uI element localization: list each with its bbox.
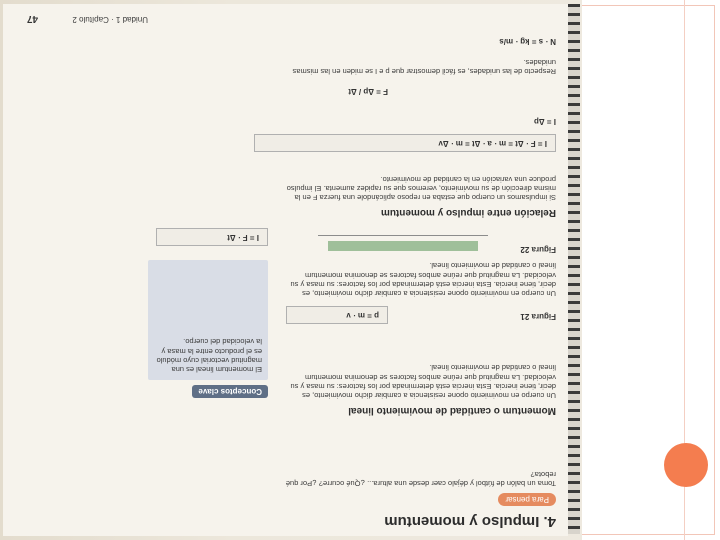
running-head: Unidad 1 · Capítulo 2 — [72, 15, 148, 24]
section1-text-2: Un cuerpo en movimiento opone resistencia a cambiar dicho movimiento, es decir, tiene inercia. Esta inercia está determinada por los factores: su masa y su velocidad. La magnitud que reúne ambos factores se denomina momentum lineal o cantidad de movimiento lineal. — [290, 261, 556, 298]
sidebar-text: El momentum lineal es una magnitud vectorial cuyo módulo es el producto entre la masa y la velocidad del cuerpo. — [156, 337, 262, 374]
eq2: I = F · Δt — [227, 233, 259, 242]
intro-text: Toma un balón de fútbol y déjalo caer desde una altura... ¿Qué ocurre? ¿Por qué rebota? — [285, 469, 556, 488]
eq2-box — [156, 228, 268, 246]
page-content-upside-down — [3, 4, 568, 536]
accent-dot — [664, 443, 708, 487]
figure2-arrow — [318, 235, 488, 236]
eq5: F = Δp / Δt — [348, 87, 388, 96]
chapter-heading: 4. Impulso y momentum — [384, 513, 556, 530]
eq3: I = F · Δt = m · a · Δt = m · Δv — [438, 139, 547, 148]
figure1-label: Figura 21 — [520, 312, 556, 321]
bottom-text: Respecto de las unidades, es fácil demostrar que p e I se miden en las mismas unidades. — [292, 57, 556, 76]
intro-pill: Para pensar — [498, 493, 556, 506]
sidebar-title: Conceptos clave — [192, 385, 268, 398]
eq4: I = Δp — [534, 117, 556, 126]
textbook-page — [3, 4, 568, 536]
eq3-box — [254, 134, 556, 152]
sidebar-box — [148, 260, 268, 380]
section1-title: Momentum o cantidad de movimiento lineal — [348, 405, 556, 416]
figure2-label: Figura 22 — [520, 245, 556, 254]
page-number: 47 — [26, 13, 38, 24]
figure2-bar — [328, 241, 478, 251]
spiral-binding — [568, 4, 580, 534]
eq6: N · s = kg · m/s — [499, 37, 556, 46]
eq1-box — [286, 306, 388, 324]
section1-text: Un cuerpo en movimiento opone resistencia a cambiar dicho movimiento, es decir, tiene inercia. Esta inercia está determinada por los factores: su masa y su velocidad. La magnitud que reúne ambos factores se denomina momentum lineal o cantidad de movimiento lineal. — [290, 363, 556, 400]
eq1: p = m · v — [346, 311, 379, 320]
section2-title: Relación entre impulso y momentum — [380, 207, 556, 218]
section2-text: Si impulsamos un cuerpo que estaba en reposo aplicándole una fuerza F en la misma dirección de su movimiento, veremos que su rapidez aumenta. El impulso produce una variación en la cantidad de movimiento. — [286, 174, 556, 202]
